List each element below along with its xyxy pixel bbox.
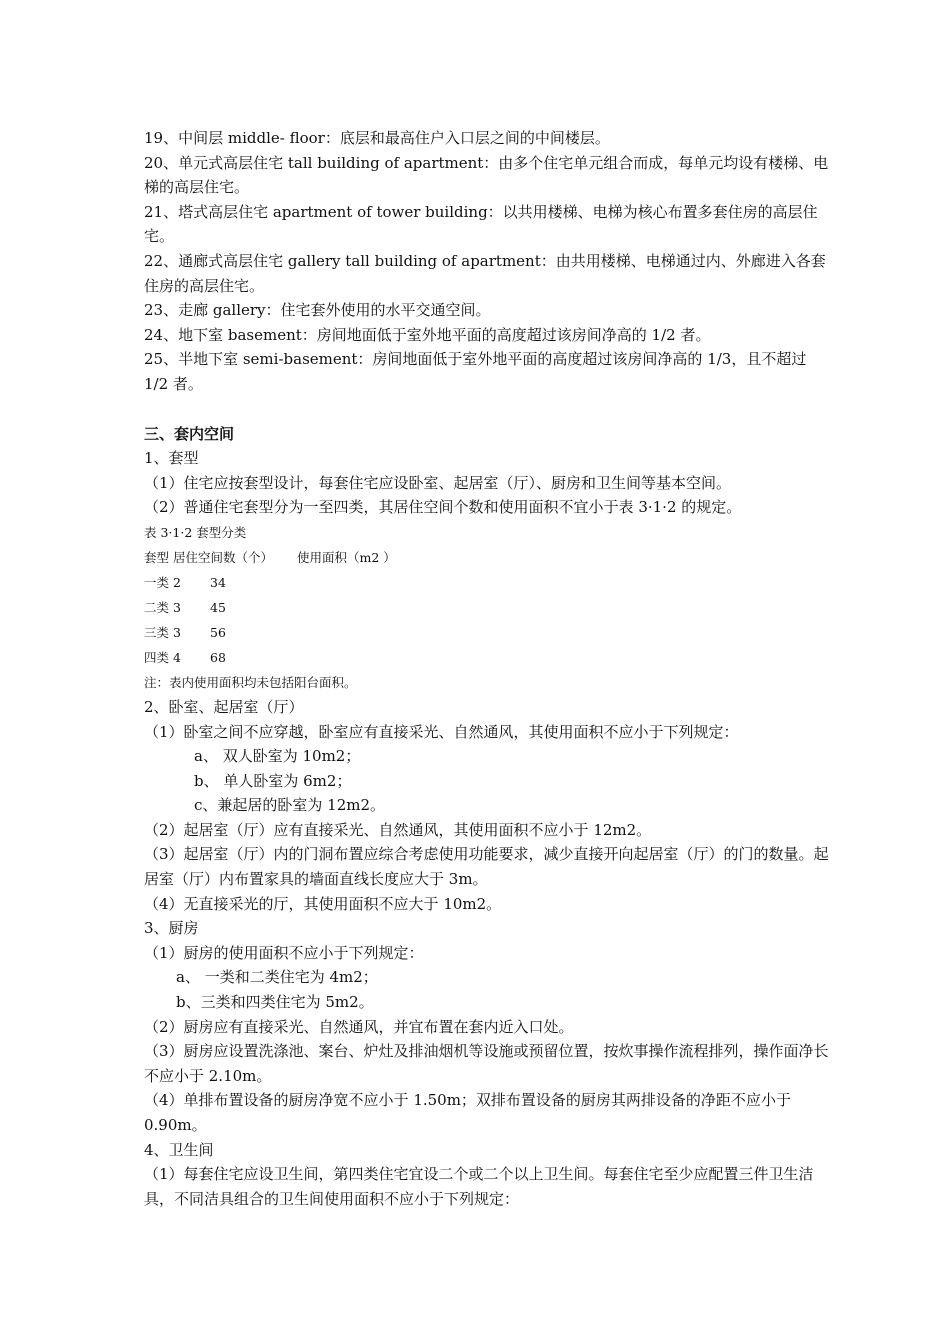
table-cell-type-count: 一类 2 xyxy=(144,574,181,590)
paragraph: （1）卧室之间不应穿越，卧室应有直接采光、自然通风，其使用面积不应小于下列规定： xyxy=(144,722,739,741)
list-item: c、兼起居的卧室为 12m2。 xyxy=(194,796,386,815)
table-header xyxy=(144,545,834,570)
subsection-title-kitchen: 3、厨房 xyxy=(144,919,199,938)
subsection-title-bathroom: 4、卫生间 xyxy=(144,1140,214,1159)
list-item: a、 双人卧室为 10m2； xyxy=(194,747,361,766)
list-item: a、 一类和二类住宅为 4m2； xyxy=(176,968,378,987)
table-cell-type-count: 四类 4 xyxy=(144,649,181,665)
table-row xyxy=(144,620,834,645)
paragraph: （4）单排布置设备的厨房净宽不应小于 1.50m；双排布置设备的厨房其两排设备的净距不应小于 0.90m。 xyxy=(144,1091,791,1134)
table-note: 注：表内使用面积均未包括阳台面积。 xyxy=(144,674,357,690)
table-caption: 表 3·1·2 套型分类 xyxy=(144,524,247,540)
paragraph: （3）起居室（厅）内的门洞布置应综合考虑使用功能要求，减少直接开向起居室（厅）的门的数量。起居室（厅）内布置家具的墙面直线长度应大于 3m。 xyxy=(144,845,829,889)
table-cell-type-count: 三类 3 xyxy=(144,624,181,640)
definition-20: 20、单元式高层住宅 tall building of apartment：由多个住宅单元组合而成，每单元均设有楼梯、电梯的高层住宅。 xyxy=(144,153,829,197)
list-item: b、三类和四类住宅为 5m2。 xyxy=(176,993,374,1012)
section-heading: 三、套内空间 xyxy=(144,424,235,443)
section-spacer xyxy=(144,397,834,422)
table-cell-area: 56 xyxy=(210,624,226,640)
definition-23: 23、走廊 gallery：住宅套外使用的水平交通空间。 xyxy=(144,301,491,320)
document-page xyxy=(144,126,834,1211)
definition-21: 21、塔式高层住宅 apartment of tower building：以共用楼梯、电梯为核心布置多套住房的高层住宅。 xyxy=(144,202,818,246)
table-cell-area: 34 xyxy=(210,574,226,590)
paragraph: （1）每套住宅应设卫生间，第四类住宅宜设二个或二个以上卫生间。每套住宅至少应配置三件卫生洁具，不同洁具组合的卫生间使用面积不应小于下列规定： xyxy=(144,1165,814,1208)
definition-22: 22、通廊式高层住宅 gallery tall building of apartment：由共用楼梯、电梯通过内、外廊进入各套住房的高层住宅。 xyxy=(144,251,826,295)
table-row xyxy=(144,595,834,620)
paragraph: （2）起居室（厅）应有直接采光、自然通风，其使用面积不应小于 12m2。 xyxy=(144,820,652,839)
paragraph: （1）住宅应按套型设计，每套住宅应设卧室、起居室（厅）、厨房和卫生间等基本空间。 xyxy=(144,473,732,492)
paragraph: （1）厨房的使用面积不应小于下列规定： xyxy=(144,943,424,962)
table-header-area: 使用面积（m2 ） xyxy=(296,549,396,565)
list-item: b、 单人卧室为 6m2； xyxy=(194,771,352,790)
subsection-title-unit-type: 1、套型 xyxy=(144,449,199,468)
table-cell-area: 68 xyxy=(210,649,226,665)
table-row xyxy=(144,645,834,670)
definition-24: 24、地下室 basement：房间地面低于室外地平面的高度超过该房间净高的 1/2 者。 xyxy=(144,325,711,344)
table-header-type-count: 套型 居住空间数（个） xyxy=(144,549,273,565)
table-row xyxy=(144,570,834,595)
paragraph: （2）普通住宅套型分为一至四类，其居住空间个数和使用面积不宜小于表 3·1·2 的规定。 xyxy=(144,498,742,517)
table-cell-type-count: 二类 3 xyxy=(144,599,181,615)
paragraph: （2）厨房应有直接采光、自然通风，并宜布置在套内近入口处。 xyxy=(144,1017,574,1036)
definition-25: 25、半地下室 semi-basement：房间地面低于室外地平面的高度超过该房间净高的 1/3，且不超过 1/2 者。 xyxy=(144,350,807,393)
unit-type-table xyxy=(144,520,834,695)
table-cell-area: 45 xyxy=(210,599,226,615)
subsection-title-bedroom: 2、卧室、起居室（厅） xyxy=(144,697,304,716)
paragraph: （4）无直接采光的厅，其使用面积不应大于 10m2。 xyxy=(144,894,502,913)
paragraph: （3）厨房应设置洗涤池、案台、炉灶及排油烟机等设施或预留位置，按炊事操作流程排列，操作面净长不应小于 2.10m。 xyxy=(144,1042,829,1085)
definition-19: 19、中间层 middle- floor：底层和最高住户入口层之间的中间楼层。 xyxy=(144,129,610,147)
